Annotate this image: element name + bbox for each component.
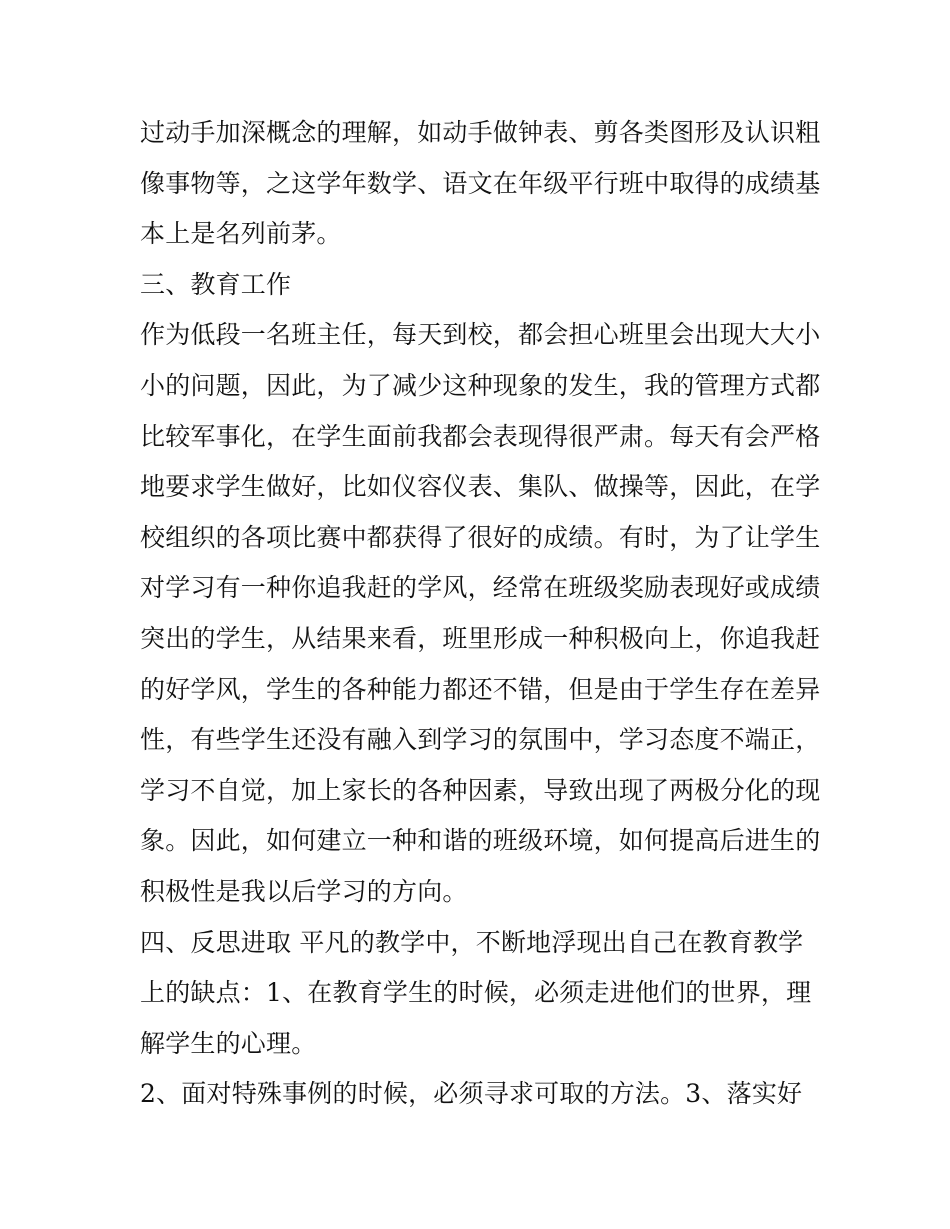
text-line-12: 的好学风，学生的各种能力都还不错，但是由于学生存在差异 [140,674,821,704]
text-line-9: 校组织的各项比赛中都获得了很好的成绩。有时，为了让学生 [140,522,821,552]
text-line-20: 2、面对特殊事例的时候，必须寻求可取的方法。3、落实好 [140,1079,803,1109]
text-line-13: 性，有些学生还没有融入到学习的氛围中，学习态度不端正， [140,725,821,755]
text-line-2: 像事物等，之这学年数学、语文在年级平行班中取得的成绩基 [140,168,821,198]
text-line-11: 突出的学生，从结果来看，班里形成一种积极向上，你追我赶 [140,623,821,653]
text-line-1: 过动手加深概念的理解，如动手做钟表、剪各类图形及认识粗 [140,118,821,147]
text-line-16: 积极性是我以后学习的方向。 [140,876,468,906]
text-line-6: 小的问题，因此，为了减少这种现象的发生，我的管理方式都 [140,370,821,400]
section-heading-reflection: 四、反思进取 平凡的教学中，不断地浮现出自己在教育教学 [140,927,804,957]
section-heading-education-work: 三、教育工作 [140,269,292,299]
text-line-5: 作为低段一名班主任，每天到校，都会担心班里会出现大大小 [140,320,821,350]
text-line-8: 地要求学生做好，比如仪容仪表、集队、做操等，因此，在学 [140,472,821,502]
document-body [140,108,820,1120]
text-line-15: 象。因此，如何建立一种和谐的班级环境，如何提高后进生的 [140,826,821,856]
text-line-7: 比较军事化，在学生面前我都会表现得很严肃。每天有会严格 [140,421,821,451]
text-line-18: 上的缺点：1、在教育学生的时候，必须走进他们的世界，理 [140,978,812,1008]
text-line-10: 对学习有一种你追我赶的学风，经常在班级奖励表现好或成绩 [140,573,821,603]
text-line-19: 解学生的心理。 [140,1028,317,1058]
text-line-3: 本上是名列前茅。 [140,219,342,249]
text-line-14: 学习不自觉，加上家长的各种因素，导致出现了两极分化的现 [140,775,821,805]
